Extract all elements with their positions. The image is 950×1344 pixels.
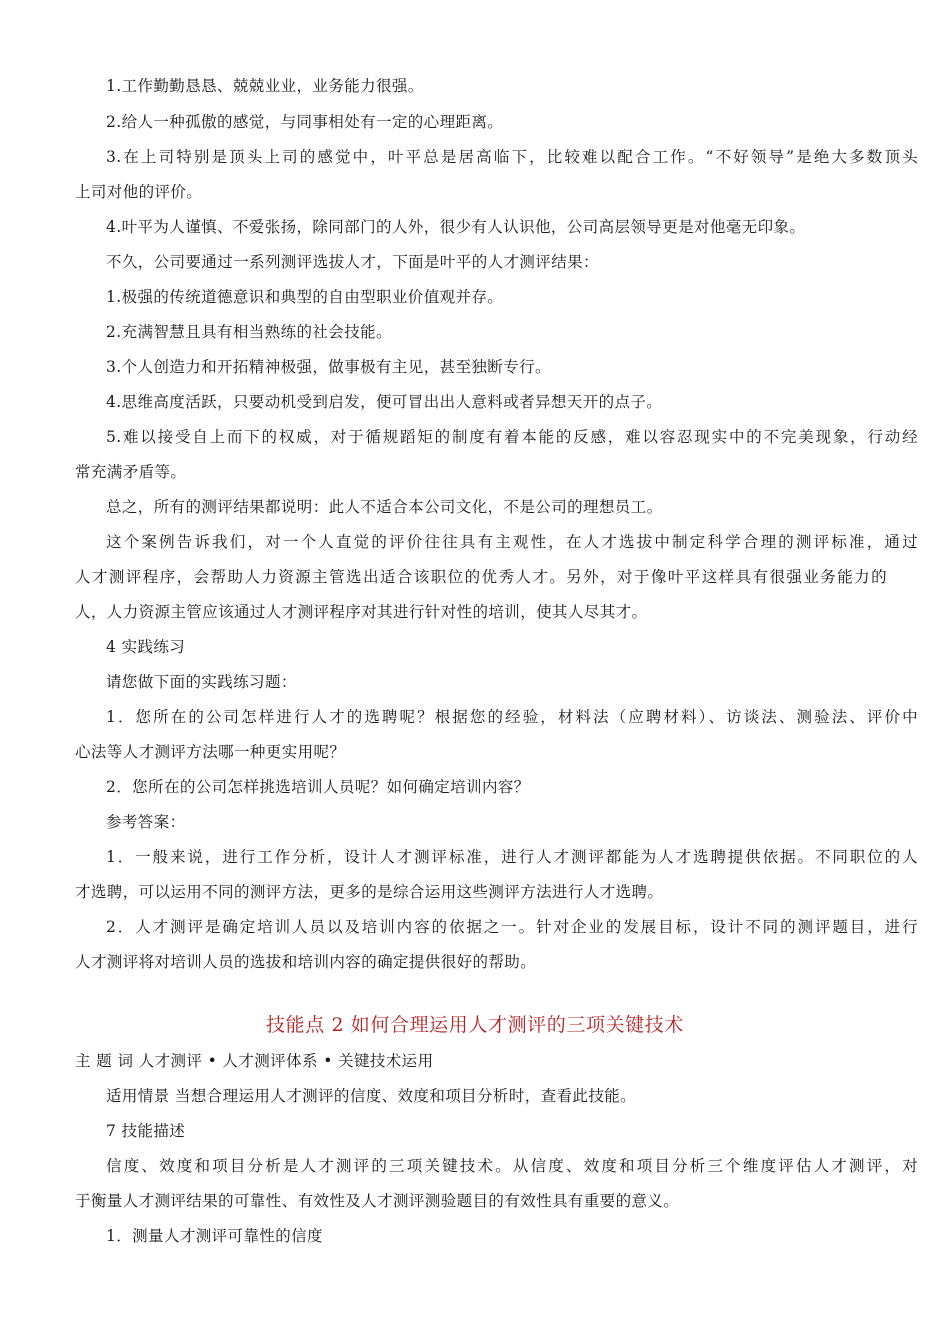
text-line: 参考答案： xyxy=(106,813,186,831)
text-line: 1.工作勤勤恳恳、兢兢业业，业务能力很强。 xyxy=(106,77,424,95)
text-line: 才选聘，可以运用不同的测评方法，更多的是综合运用这些测评方法进行人才选聘。 xyxy=(75,883,664,901)
text-line: 2．人才测评是确定培训人员以及培训内容的依据之一。针对企业的发展目标，设计不同的测评题目，进行 xyxy=(106,918,918,936)
text-line: 5.难以接受自上而下的权威，对于循规蹈矩的制度有着本能的反感，难以容忍现实中的不完美现象，行动经 xyxy=(106,428,918,446)
text-line: 1.极强的传统道德意识和典型的自由型职业价值观并存。 xyxy=(106,288,504,306)
keywords-line: 主 题 词 人才测评 • 人才测评体系 • 关键技术运用 xyxy=(75,1052,434,1070)
text-line: 不久，公司要通过一系列测评选拔人才，下面是叶平的人才测评结果： xyxy=(106,253,599,271)
section-heading: 技能点 2 如何合理运用人才测评的三项关键技术 xyxy=(266,1014,684,1036)
text-line: 1．您所在的公司怎样进行人才的选聘呢？根据您的经验，材料法（应聘材料）、访谈法、测验法、评价中 xyxy=(106,708,918,726)
text-line: 人，人力资源主管应该通过人才测评程序对其进行针对性的培训，使其人尽其才。 xyxy=(75,603,648,621)
text-line: 2．您所在的公司怎样挑选培训人员呢？如何确定培训内容？ xyxy=(106,778,530,796)
text-line: 心法等人才测评方法哪一种更实用呢？ xyxy=(75,743,346,761)
text-line: 于衡量人才测评结果的可靠性、有效性及人才测评测验题目的有效性具有重要的意义。 xyxy=(75,1192,680,1210)
text-line: 1．测量人才测评可靠性的信度 xyxy=(106,1227,323,1245)
text-line: 信度、效度和项目分析是人才测评的三项关键技术。从信度、效度和项目分析三个维度评估人才测评，对 xyxy=(106,1157,918,1175)
text-line: 2.充满智慧且具有相当熟练的社会技能。 xyxy=(106,323,392,341)
text-line: 4.思维高度活跃，只要动机受到启发，便可冒出出人意料或者异想天开的点子。 xyxy=(106,393,663,411)
text-line: 2.给人一种孤傲的感觉，与同事相处有一定的心理距离。 xyxy=(106,113,504,131)
section-label: 4 实践练习 xyxy=(106,638,186,656)
text-line: 上司对他的评价。 xyxy=(75,183,203,201)
section-label: 7 技能描述 xyxy=(106,1122,186,1140)
text-line: 人才测评程序，会帮助人力资源主管选出适合该职位的优秀人才。另外，对于像叶平这样具有很强业务能力的 xyxy=(75,568,887,586)
text-line: 常充满矛盾等。 xyxy=(75,463,187,481)
text-line: 适用情景 当想合理运用人才测评的信度、效度和项目分析时，查看此技能。 xyxy=(106,1087,637,1105)
text-line: 3.个人创造力和开拓精神极强，做事极有主见，甚至独断专行。 xyxy=(106,358,551,376)
text-line: 3.在上司特别是顶头上司的感觉中，叶平总是居高临下，比较难以配合工作。“不好领导”是绝大多数顶头 xyxy=(106,148,918,166)
text-line: 人才测评将对培训人员的选拔和培训内容的确定提供很好的帮助。 xyxy=(75,953,537,971)
text-line: 1．一般来说，进行工作分析，设计人才测评标准，进行人才测评都能为人才选聘提供依据。不同职位的人 xyxy=(106,848,918,866)
text-line: 这个案例告诉我们，对一个人直觉的评价往往具有主观性，在人才选拔中制定科学合理的测评标准，通过 xyxy=(106,533,918,551)
text-line: 4.叶平为人谨慎、不爱张扬，除同部门的人外，很少有人认识他，公司高层领导更是对他毫无印象。 xyxy=(106,218,806,236)
text-line: 总之，所有的测评结果都说明：此人不适合本公司文化，不是公司的理想员工。 xyxy=(106,498,663,516)
text-line: 请您做下面的实践练习题： xyxy=(106,673,297,691)
